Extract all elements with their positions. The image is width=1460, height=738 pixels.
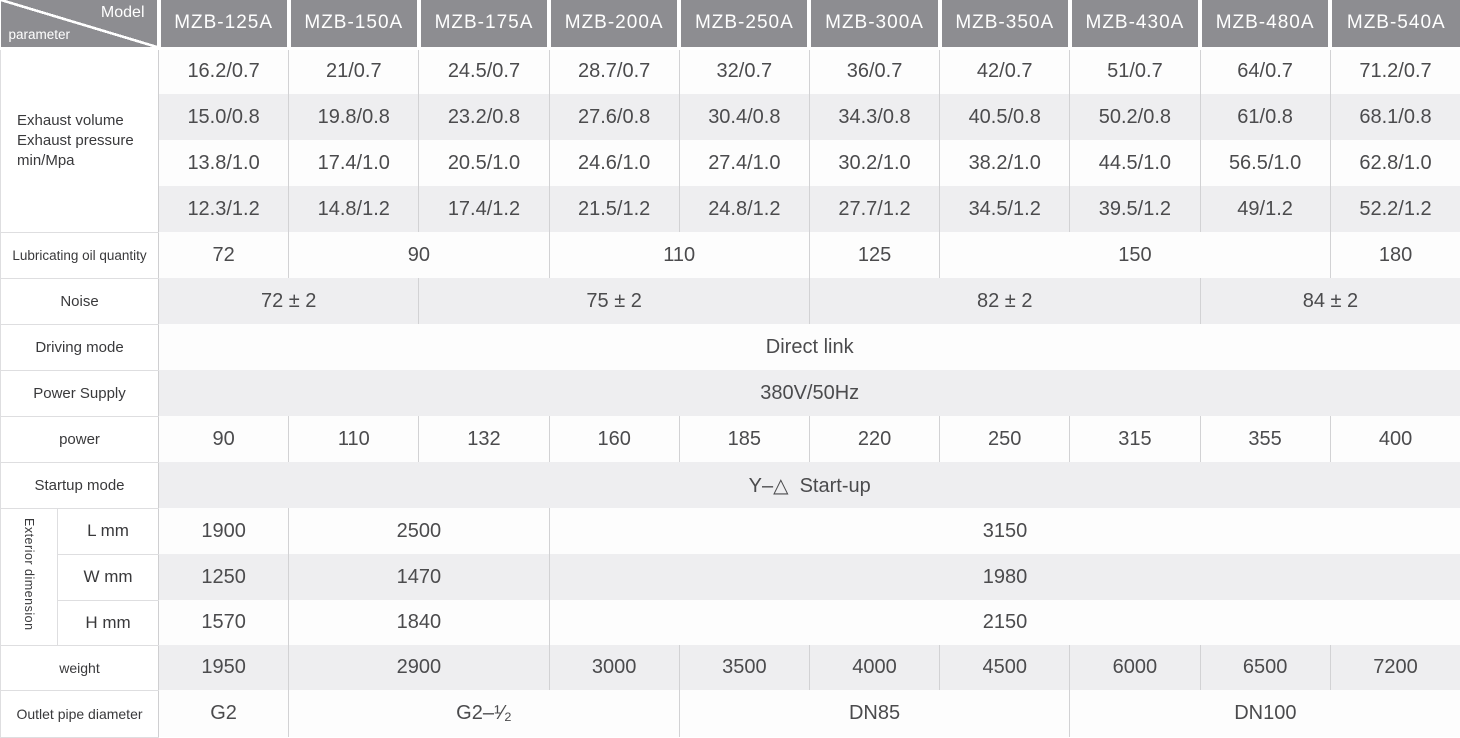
lubricating-cell: 125 [809, 232, 939, 278]
dimension-l-cell: 2500 [289, 508, 549, 554]
lubricating-cell: 72 [159, 232, 289, 278]
exhaust-cell: 28.7/0.7 [549, 48, 679, 94]
exterior-dimension-vertical-label: Exterior dimension [22, 518, 36, 631]
row-label-driving-mode: Driving mode [1, 324, 159, 370]
power-cell: 355 [1200, 416, 1330, 462]
model-header: MZB-430A [1070, 0, 1200, 48]
outlet-cell: DN85 [679, 690, 1070, 737]
power-cell: 90 [159, 416, 289, 462]
power-cell: 132 [419, 416, 549, 462]
exhaust-label-line: Exhaust pressure [17, 131, 158, 151]
row-label-lubricating: Lubricating oil quantity [1, 232, 159, 278]
exhaust-cell: 20.5/1.0 [419, 140, 549, 186]
exhaust-label-line: min/Mpa [17, 151, 158, 171]
model-header: MZB-175A [419, 0, 549, 48]
exhaust-cell: 32/0.7 [679, 48, 809, 94]
corner-parameter-label: parameter [9, 27, 71, 42]
lubricating-cell: 90 [289, 232, 549, 278]
exhaust-cell: 52.2/1.2 [1330, 186, 1460, 232]
model-header: MZB-350A [940, 0, 1070, 48]
exhaust-cell: 24.8/1.2 [679, 186, 809, 232]
weight-cell: 4500 [940, 645, 1070, 690]
model-header: MZB-480A [1200, 0, 1330, 48]
lubricating-cell: 180 [1330, 232, 1460, 278]
corner-cell [1, 0, 159, 48]
row-label-w-mm: W mm [58, 554, 159, 600]
driving-mode-cell: Direct link [159, 324, 1460, 370]
startup-mode-cell: Y–△ Start-up [159, 462, 1460, 508]
exhaust-cell: 14.8/1.2 [289, 186, 419, 232]
dimension-h-cell: 1840 [289, 600, 549, 645]
noise-row [1, 278, 1460, 324]
exhaust-cell: 24.5/0.7 [419, 48, 549, 94]
row-label-l-mm: L mm [58, 508, 159, 554]
power-cell: 160 [549, 416, 679, 462]
dimension-h-cell: 1570 [159, 600, 289, 645]
power-supply-row [1, 370, 1460, 416]
exhaust-cell: 51/0.7 [1070, 48, 1200, 94]
power-cell: 185 [679, 416, 809, 462]
exhaust-row-1 [1, 48, 1460, 94]
exhaust-cell: 49/1.2 [1200, 186, 1330, 232]
exhaust-cell: 27.6/0.8 [549, 94, 679, 140]
dimension-w-cell: 1470 [289, 554, 549, 600]
noise-cell: 82 ± 2 [809, 278, 1200, 324]
exhaust-cell: 61/0.8 [1200, 94, 1330, 140]
exhaust-cell: 12.3/1.2 [159, 186, 289, 232]
dimension-w-cell: 1250 [159, 554, 289, 600]
model-header: MZB-540A [1330, 0, 1460, 48]
exhaust-cell: 19.8/0.8 [289, 94, 419, 140]
exhaust-cell: 27.4/1.0 [679, 140, 809, 186]
exhaust-cell: 71.2/0.7 [1330, 48, 1460, 94]
exhaust-cell: 17.4/1.0 [289, 140, 419, 186]
startup-mode-row [1, 462, 1460, 508]
row-label-startup-mode: Startup mode [1, 462, 159, 508]
driving-mode-row [1, 324, 1460, 370]
noise-cell: 72 ± 2 [159, 278, 419, 324]
exhaust-cell: 40.5/0.8 [940, 94, 1070, 140]
exhaust-cell: 15.0/0.8 [159, 94, 289, 140]
exhaust-cell: 13.8/1.0 [159, 140, 289, 186]
dimension-w-cell: 1980 [549, 554, 1460, 600]
exhaust-cell: 21.5/1.2 [549, 186, 679, 232]
dimension-l-row [1, 508, 1460, 554]
weight-cell: 3000 [549, 645, 679, 690]
weight-cell: 4000 [809, 645, 939, 690]
exhaust-cell: 30.2/1.0 [809, 140, 939, 186]
row-label-power: power [1, 416, 159, 462]
row-label-h-mm: H mm [58, 600, 159, 645]
exhaust-cell: 30.4/0.8 [679, 94, 809, 140]
dimension-l-cell: 3150 [549, 508, 1460, 554]
exhaust-cell: 50.2/0.8 [1070, 94, 1200, 140]
exhaust-cell: 38.2/1.0 [940, 140, 1070, 186]
model-header: MZB-250A [679, 0, 809, 48]
power-row [1, 416, 1460, 462]
corner-model-label: Model [101, 4, 145, 22]
outlet-cell: DN100 [1070, 690, 1460, 737]
noise-cell: 75 ± 2 [419, 278, 810, 324]
exhaust-cell: 62.8/1.0 [1330, 140, 1460, 186]
lubricating-cell: 150 [940, 232, 1331, 278]
weight-cell: 3500 [679, 645, 809, 690]
outlet-cell: G2 [159, 690, 289, 737]
dimension-l-cell: 1900 [159, 508, 289, 554]
exhaust-row-3 [1, 140, 1460, 186]
weight-cell: 1950 [159, 645, 289, 690]
power-cell: 400 [1330, 416, 1460, 462]
exhaust-cell: 16.2/0.7 [159, 48, 289, 94]
exhaust-cell: 24.6/1.0 [549, 140, 679, 186]
dimension-h-row [1, 600, 1460, 645]
row-label-noise: Noise [1, 278, 159, 324]
row-label-exterior-dimension [1, 508, 58, 645]
power-supply-cell: 380V/50Hz [159, 370, 1460, 416]
exhaust-cell: 44.5/1.0 [1070, 140, 1200, 186]
weight-cell: 2900 [289, 645, 549, 690]
power-cell: 315 [1070, 416, 1200, 462]
exhaust-cell: 64/0.7 [1200, 48, 1330, 94]
row-label-power-supply: Power Supply [1, 370, 159, 416]
power-cell: 220 [809, 416, 939, 462]
exhaust-cell: 42/0.7 [940, 48, 1070, 94]
noise-cell: 84 ± 2 [1200, 278, 1460, 324]
exhaust-cell: 39.5/1.2 [1070, 186, 1200, 232]
exhaust-cell: 17.4/1.2 [419, 186, 549, 232]
outlet-pipe-row [1, 690, 1460, 737]
exhaust-cell: 23.2/0.8 [419, 94, 549, 140]
row-label-exhaust [1, 48, 159, 232]
dimension-w-row [1, 554, 1460, 600]
weight-cell: 6000 [1070, 645, 1200, 690]
weight-cell: 7200 [1330, 645, 1460, 690]
exhaust-row-4 [1, 186, 1460, 232]
model-header: MZB-300A [809, 0, 939, 48]
header-row [1, 0, 1460, 48]
exhaust-label-line: Exhaust volume [17, 111, 158, 131]
model-header: MZB-200A [549, 0, 679, 48]
exhaust-cell: 56.5/1.0 [1200, 140, 1330, 186]
power-cell: 110 [289, 416, 419, 462]
row-label-weight: weight [1, 645, 159, 690]
row-label-outlet-pipe: Outlet pipe diameter [1, 690, 159, 737]
dimension-h-cell: 2150 [549, 600, 1460, 645]
exhaust-cell: 21/0.7 [289, 48, 419, 94]
exhaust-cell: 68.1/0.8 [1330, 94, 1460, 140]
model-header: MZB-125A [159, 0, 289, 48]
exhaust-cell: 27.7/1.2 [809, 186, 939, 232]
lubricating-cell: 110 [549, 232, 809, 278]
weight-cell: 6500 [1200, 645, 1330, 690]
lubricating-row [1, 232, 1460, 278]
exhaust-cell: 34.5/1.2 [940, 186, 1070, 232]
model-header: MZB-150A [289, 0, 419, 48]
exhaust-row-2 [1, 94, 1460, 140]
outlet-cell: G2–¹⁄₂ [289, 690, 680, 737]
power-cell: 250 [940, 416, 1070, 462]
exhaust-cell: 36/0.7 [809, 48, 939, 94]
exhaust-cell: 34.3/0.8 [809, 94, 939, 140]
weight-row [1, 645, 1460, 690]
